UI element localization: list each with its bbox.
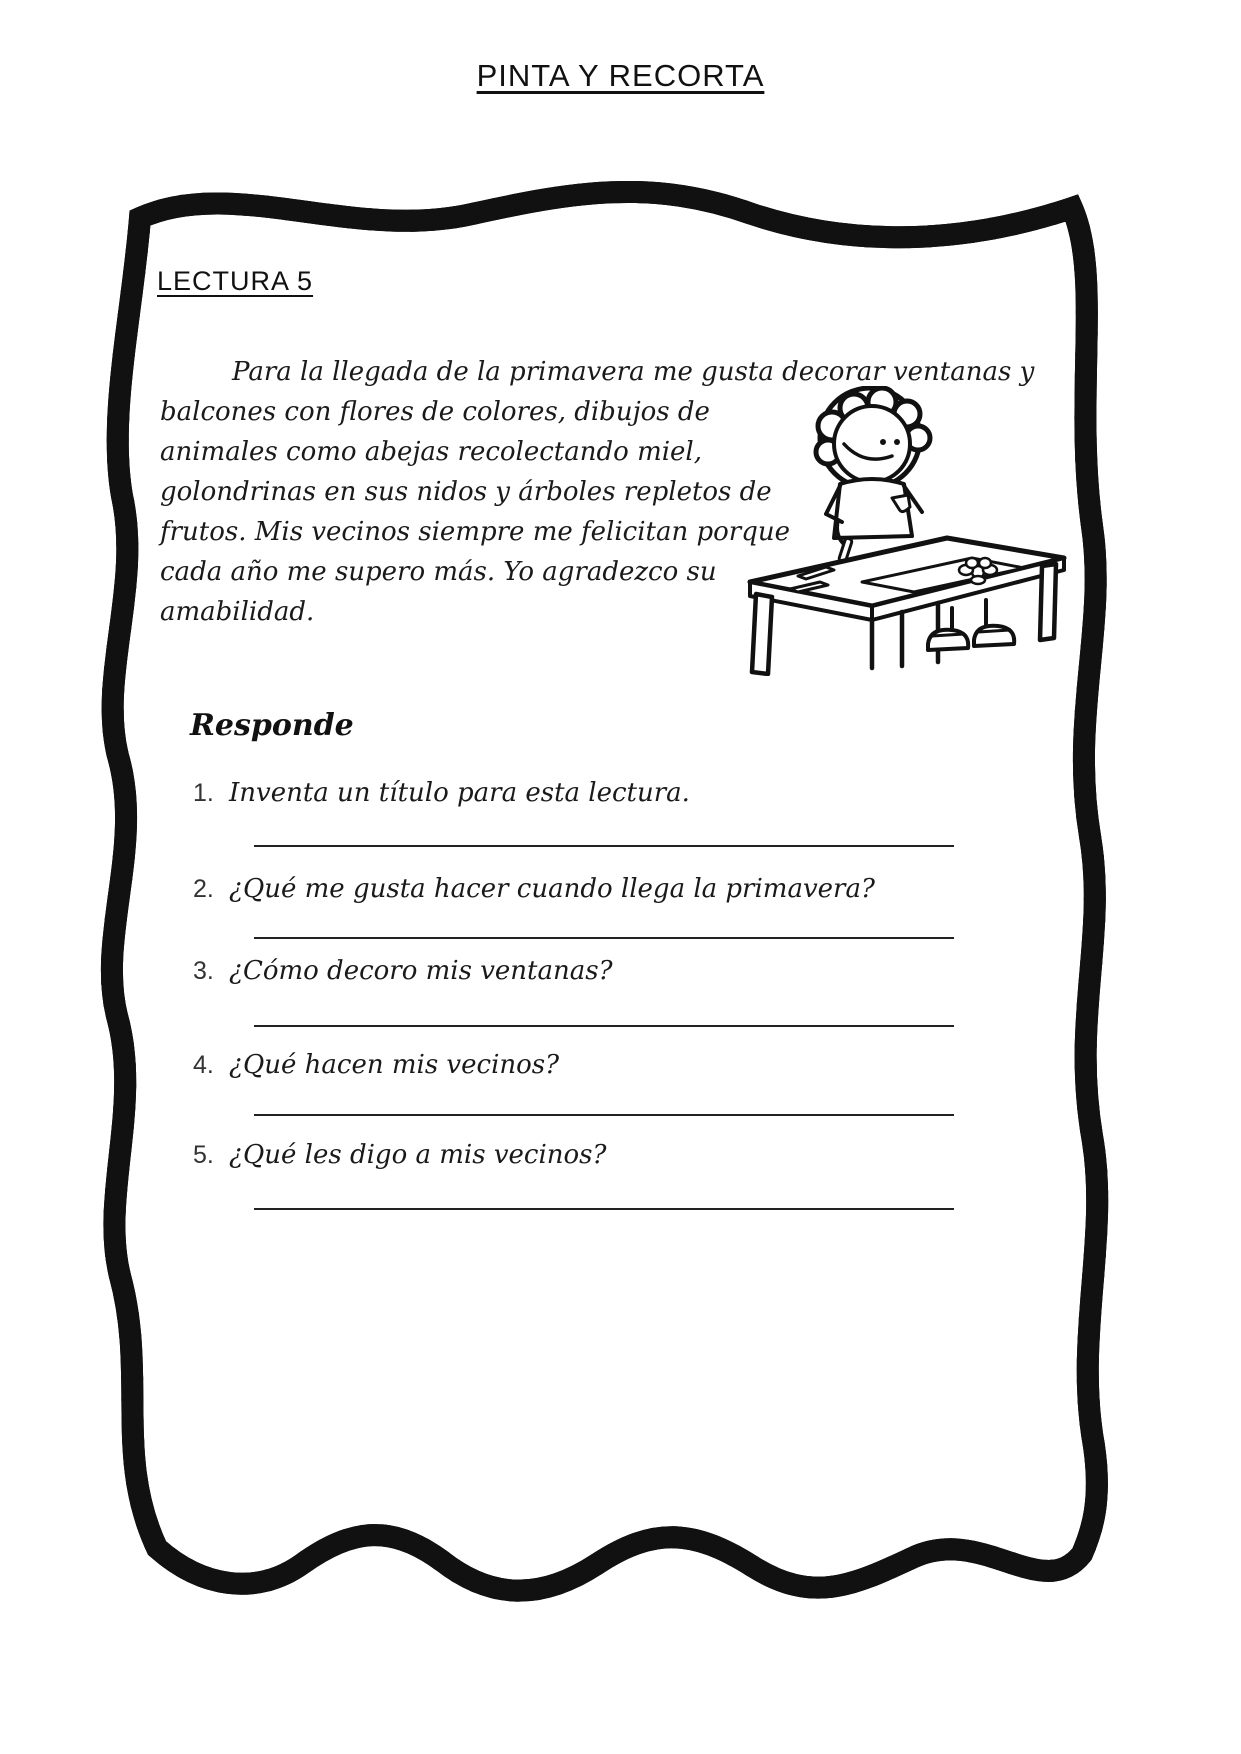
- question-text: ¿Cómo decoro mis ventanas?: [229, 956, 613, 986]
- question-number: 4.: [193, 1051, 214, 1079]
- reading-line: animales como abejas recolectando miel,: [160, 437, 703, 467]
- question-text: ¿Qué me gusta hacer cuando llega la primavera?: [229, 874, 875, 904]
- question-item: [193, 778, 690, 808]
- question-item: [193, 1050, 559, 1080]
- reading-line: Para la llegada de la primavera me gusta decorar ventanas y: [232, 357, 1035, 387]
- reading-line: golondrinas en sus nidos y árboles repletos de: [160, 477, 772, 507]
- page-title: PINTA Y RECORTA: [476, 58, 765, 93]
- answer-line: [254, 937, 954, 939]
- responde-heading: Responde: [190, 708, 354, 743]
- answer-line: [254, 1025, 954, 1027]
- question-text: Inventa un título para esta lectura.: [229, 778, 690, 808]
- question-item: [193, 1140, 606, 1170]
- answer-line: [254, 845, 954, 847]
- lectura-heading: LECTURA 5: [157, 266, 314, 296]
- answer-line: [254, 1114, 954, 1116]
- shoes: [928, 626, 1014, 650]
- question-number: 1.: [193, 779, 214, 807]
- question-item: [193, 956, 613, 986]
- answer-line: [254, 1208, 954, 1210]
- question-number: 5.: [193, 1141, 214, 1169]
- question-text: ¿Qué hacen mis vecinos?: [229, 1050, 560, 1080]
- reading-line: balcones con flores de colores, dibujos de: [160, 397, 710, 427]
- reading-line: cada año me supero más. Yo agradezco su: [160, 557, 717, 587]
- question-text: ¿Qué les digo a mis vecinos?: [229, 1140, 607, 1170]
- child-coloring-illustration: [742, 386, 1072, 676]
- question-item: [193, 874, 875, 904]
- question-number: 2.: [193, 875, 214, 903]
- reading-line: frutos. Mis vecinos siempre me felicitan porque: [160, 517, 790, 547]
- reading-line: amabilidad.: [160, 597, 315, 627]
- question-number: 3.: [193, 957, 214, 985]
